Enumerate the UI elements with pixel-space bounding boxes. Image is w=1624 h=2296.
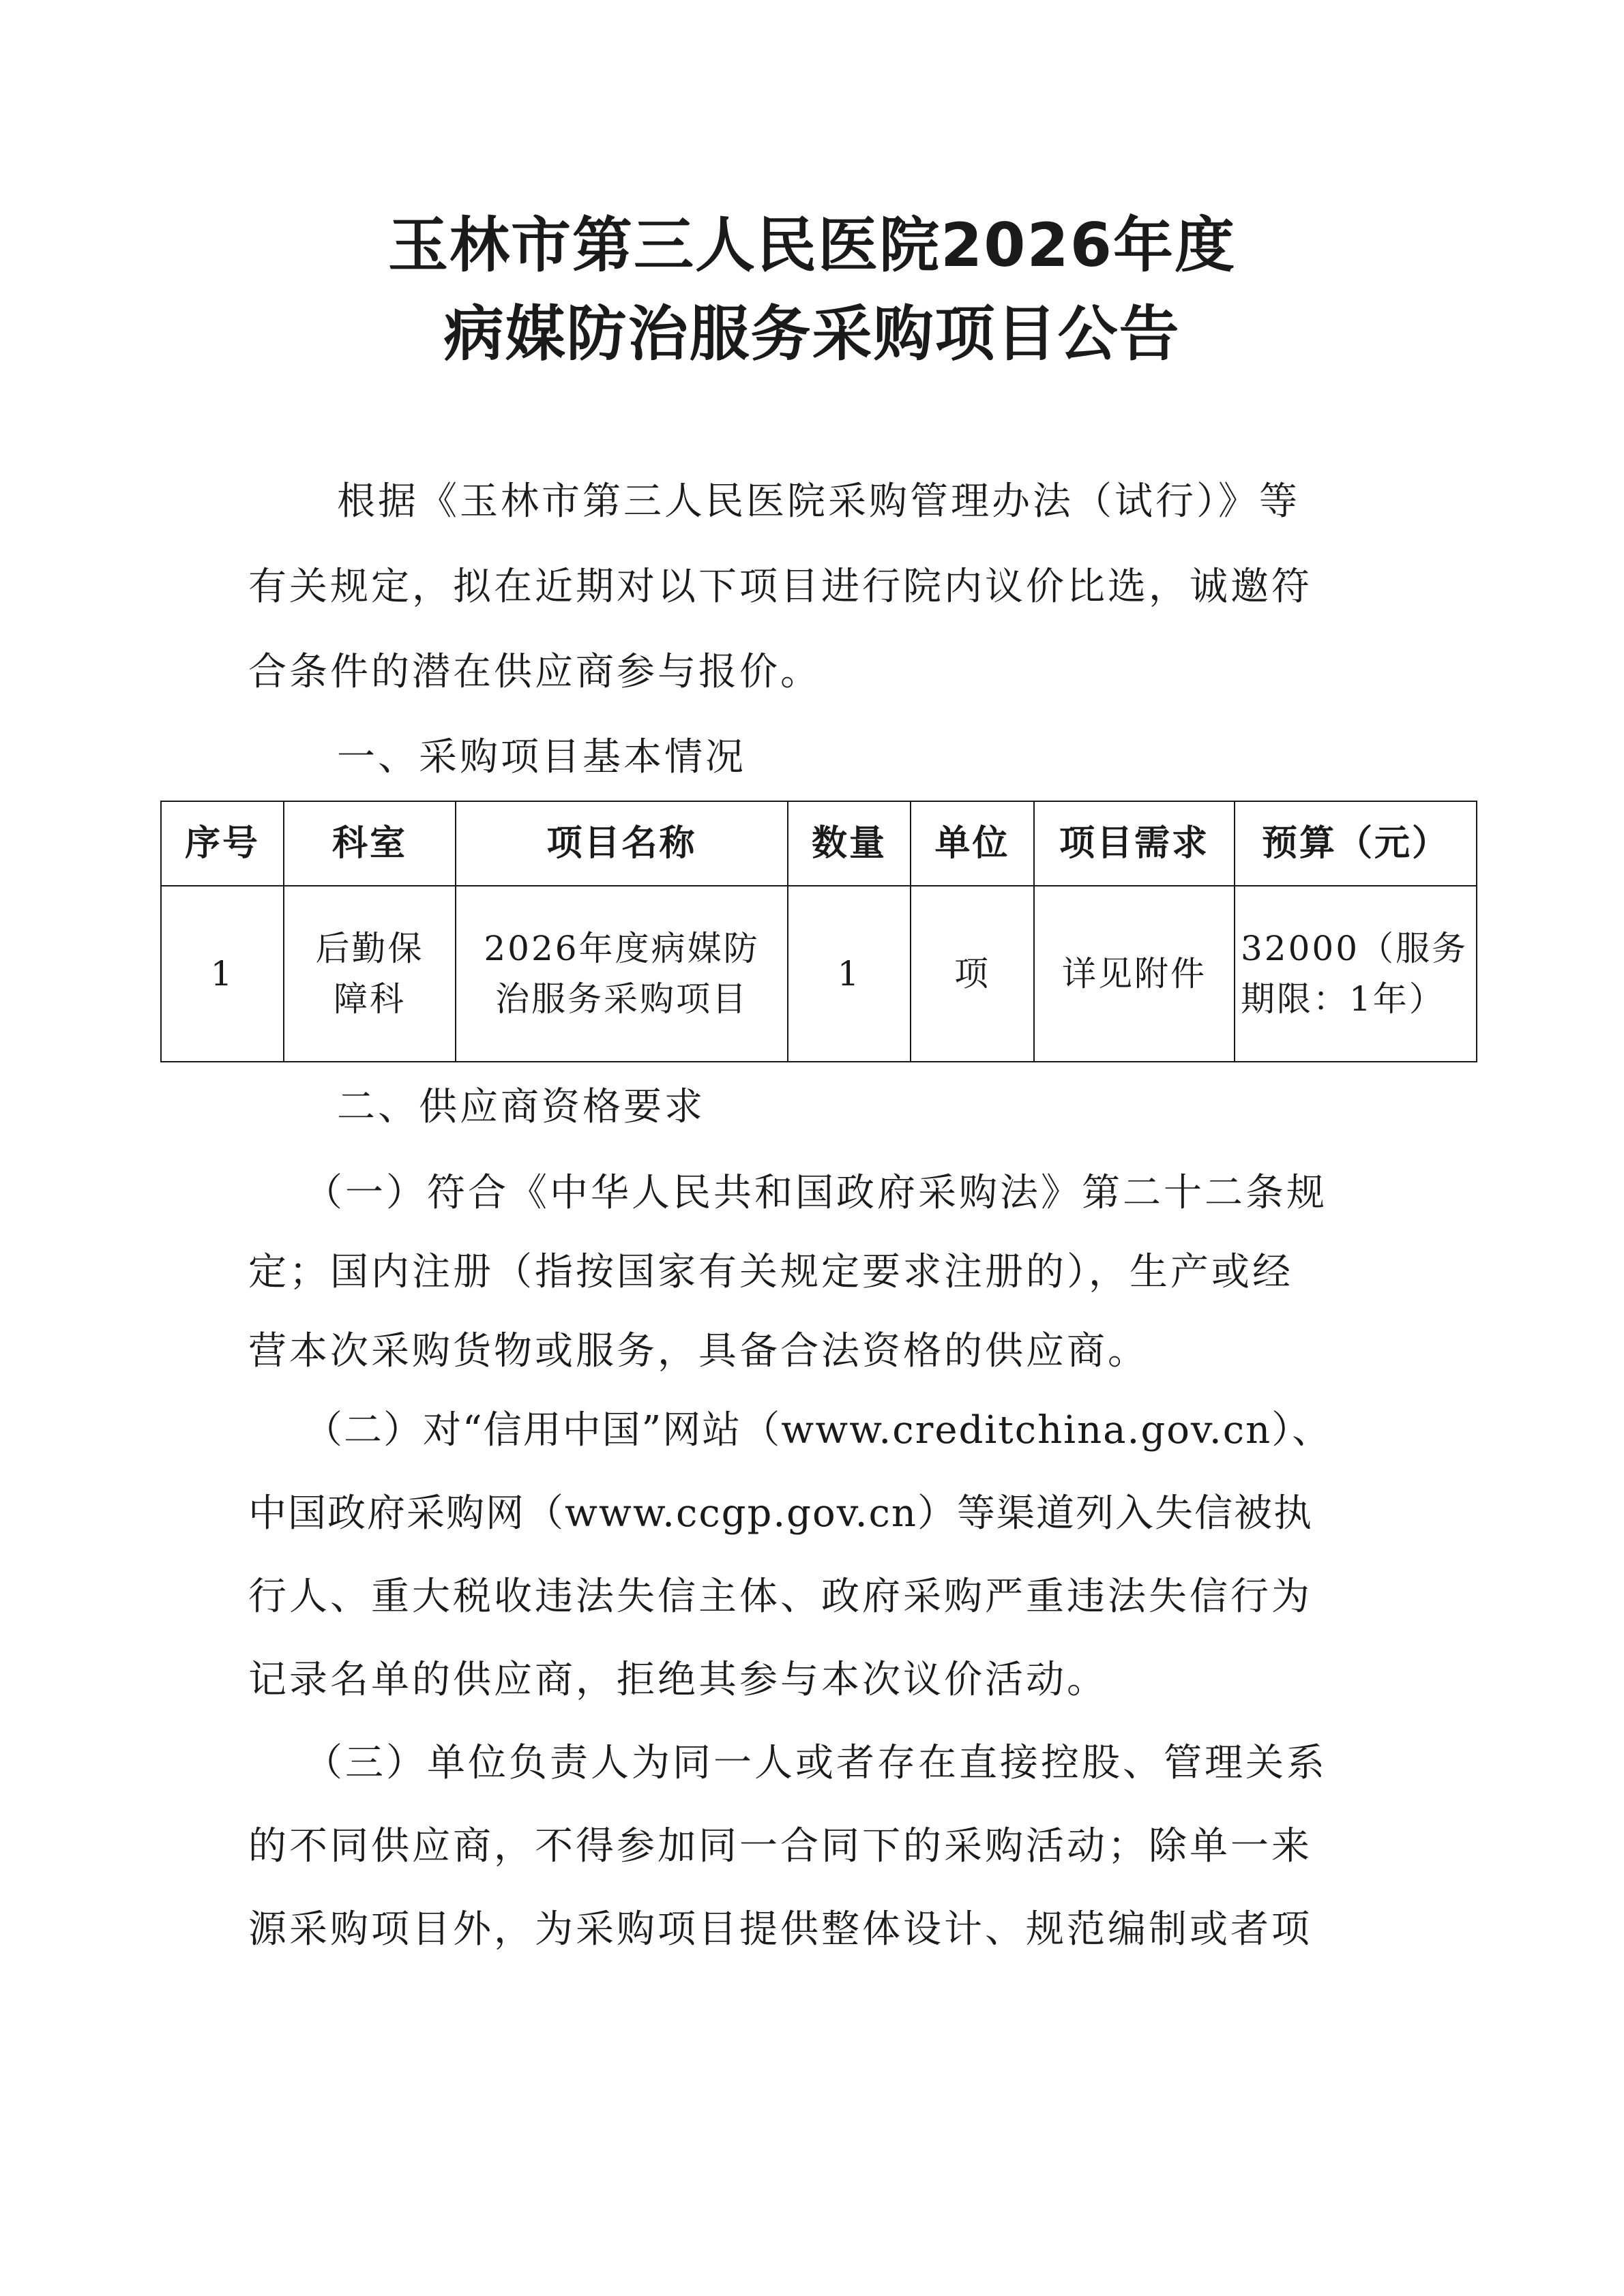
intro-line-3: 合条件的潜在供应商参与报价。 <box>248 650 821 694</box>
procurement-table <box>160 801 1477 1062</box>
document-title-line-2: 病媒防治服务采购项目公告 <box>443 299 1181 369</box>
header-name: 项目名称 <box>456 801 788 886</box>
intro-line-2: 有关规定，拟在近期对以下项目进行院内议价比选，诚邀符 <box>248 565 1312 609</box>
section-heading-1: 一、采购项目基本情况 <box>337 735 746 779</box>
cell-name: 2026年度病媒防 治服务采购项目 <box>456 886 788 1062</box>
cell-no: 1 <box>161 886 284 1062</box>
cell-qty: 1 <box>788 886 911 1062</box>
cell-req: 详见附件 <box>1034 886 1235 1062</box>
req1-line-3: 营本次采购货物或服务，具备合法资格的供应商。 <box>248 1329 1149 1373</box>
table-row <box>161 886 1477 1062</box>
intro-line-1: 根据《玉林市第三人民医院采购管理办法（试行）》等 <box>337 479 1300 524</box>
req2-line-3: 行人、重大税收违法失信主体、政府采购严重违法失信行为 <box>248 1575 1312 1619</box>
req2-line-2: 中国政府采购网（www.ccgp.gov.cn）等渠道列入失信被执 <box>248 1491 1313 1536</box>
req3-line-1: （三）单位负责人为同一人或者存在直接控股、管理关系 <box>304 1741 1327 1785</box>
section-heading-2: 二、供应商资格要求 <box>337 1085 705 1129</box>
table-header-row <box>161 801 1477 886</box>
header-budget: 预算（元） <box>1235 801 1477 886</box>
req2-line-1: （二）对“信用中国”网站（www.creditchina.gov.cn）、 <box>304 1408 1332 1452</box>
cell-dept: 后勤保 障科 <box>284 886 456 1062</box>
cell-budget: 32000（服务 期限：1年） <box>1235 886 1477 1062</box>
req2-line-4: 记录名单的供应商，拒绝其参与本次议价活动。 <box>248 1658 1108 1702</box>
req3-line-2: 的不同供应商，不得参加同一合同下的采购活动；除单一来 <box>248 1824 1312 1868</box>
header-dept: 科室 <box>284 801 456 886</box>
header-unit: 单位 <box>911 801 1034 886</box>
header-qty: 数量 <box>788 801 911 886</box>
req3-line-3: 源采购项目外，为采购项目提供整体设计、规范编制或者项 <box>248 1907 1312 1952</box>
req1-line-2: 定；国内注册（指按国家有关规定要求注册的），生产或经 <box>248 1250 1293 1294</box>
header-req: 项目需求 <box>1034 801 1235 886</box>
req1-line-1: （一）符合《中华人民共和国政府采购法》第二十二条规 <box>304 1171 1327 1215</box>
document-title-line-1: 玉林市第三人民医院2026年度 <box>388 210 1236 280</box>
header-no: 序号 <box>161 801 284 886</box>
cell-unit: 项 <box>911 886 1034 1062</box>
